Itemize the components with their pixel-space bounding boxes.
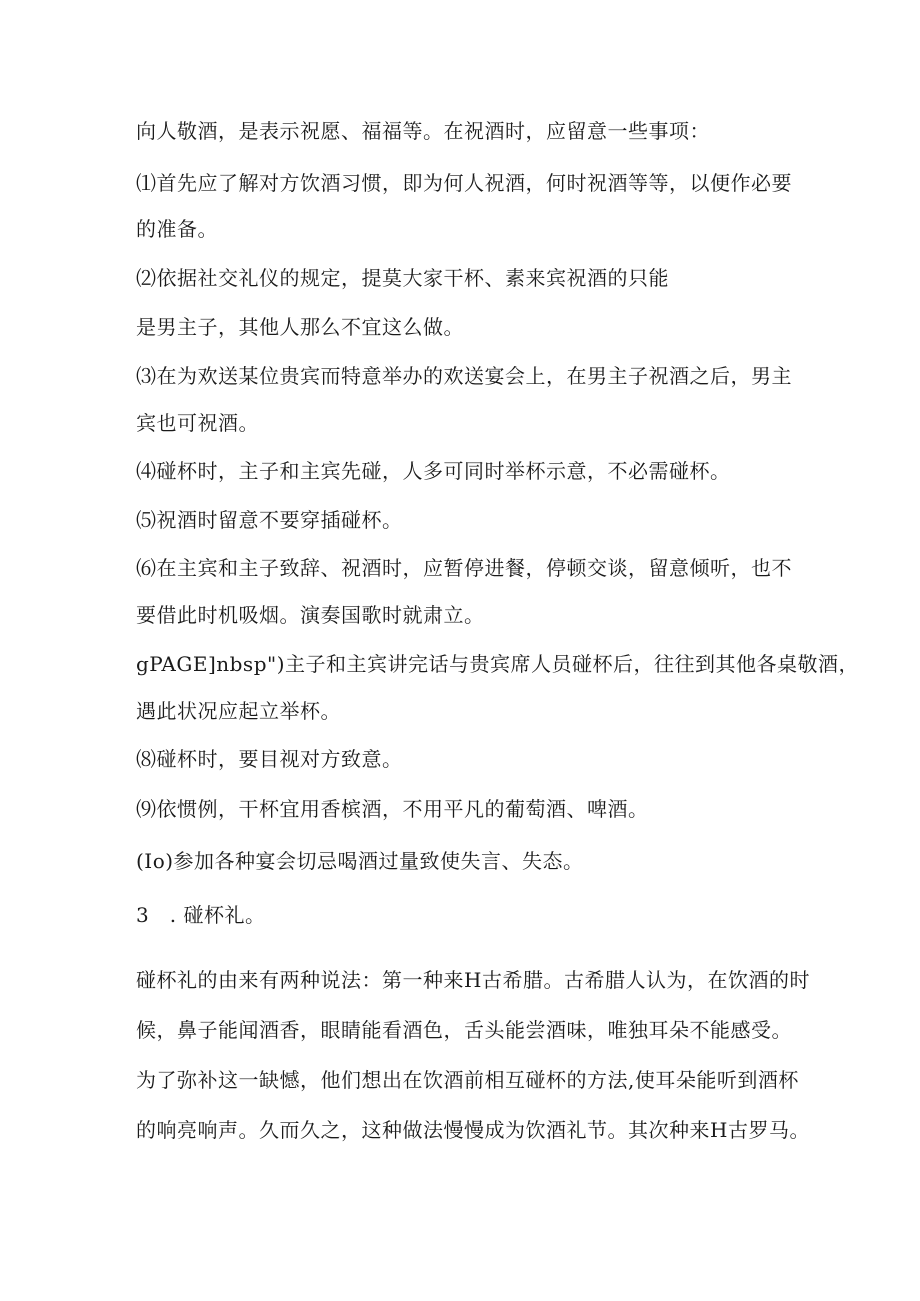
body-line-4: 的响亮响声。久而久之，这种做法慢慢成为饮酒礼节。其次种来H古罗马。 (136, 1118, 810, 1142)
section-heading: 3 . 碰杯礼。 (136, 903, 266, 927)
item-3-line-1: ⑶在为欢送某位贵宾而特意举办的欢送宴会上，在男主子祝酒之后，男主 (136, 364, 792, 388)
item-7-line-2: 遇此状况应起立举杯。 (136, 699, 341, 723)
item-7-line-1: gPAGE]nbsp")主子和主宾讲完话与贵宾席人员碰杯后，往往到其他各桌敬酒， (136, 652, 859, 676)
paragraph-intro: 向人敬酒，是表示祝愿、福福等。在祝酒时，应留意一些事项： (136, 119, 710, 143)
item-10: (Io)参加各种宴会切忌喝酒过量致使失言、失态。 (136, 849, 584, 873)
item-8: ⑻碰杯时，要目视对方致意。 (136, 747, 403, 771)
item-2-line-1: ⑵依据社交礼仪的规定，提莫大家干杯、素来宾祝酒的只能 (136, 266, 669, 290)
item-6-line-2: 要借此时机吸烟。演奏国歌时就肃立。 (136, 603, 485, 627)
body-line-1: 碰杯礼的由来有两种说法：第一种来H古希腊。古希腊人认为，在饮酒的时 (136, 968, 810, 992)
body-line-3: 为了弥补这一缺憾，他们想出在饮酒前相互碰杯的方法,使耳朵能听到酒杯 (136, 1068, 799, 1092)
body-line-2: 候，鼻子能闻酒香，眼睛能看酒色，舌头能尝酒味，唯独耳朵不能感受。 (136, 1018, 792, 1042)
item-2-line-2: 是男主子，其他人那么不宜这么做。 (136, 315, 464, 339)
item-4: ⑷碰杯时，主子和主宾先碰，人多可同时举杯示意，不必需碰杯。 (136, 459, 731, 483)
item-1-line-2: 的准备。 (136, 217, 218, 241)
item-5: ⑸祝酒时留意不要穿插碰杯。 (136, 508, 403, 532)
item-9: ⑼依惯例，干杯宜用香槟酒，不用平凡的葡萄酒、啤酒。 (136, 797, 649, 821)
item-6-line-1: ⑹在主宾和主子致辞、祝酒时，应暂停进餐，停顿交谈，留意倾听，也不 (136, 556, 792, 580)
item-3-line-2: 宾也可祝酒。 (136, 411, 259, 435)
item-1-line-1: ⑴首先应了解对方饮酒习惯，即为何人祝酒，何时祝酒等等，以便作必要 (136, 171, 792, 195)
